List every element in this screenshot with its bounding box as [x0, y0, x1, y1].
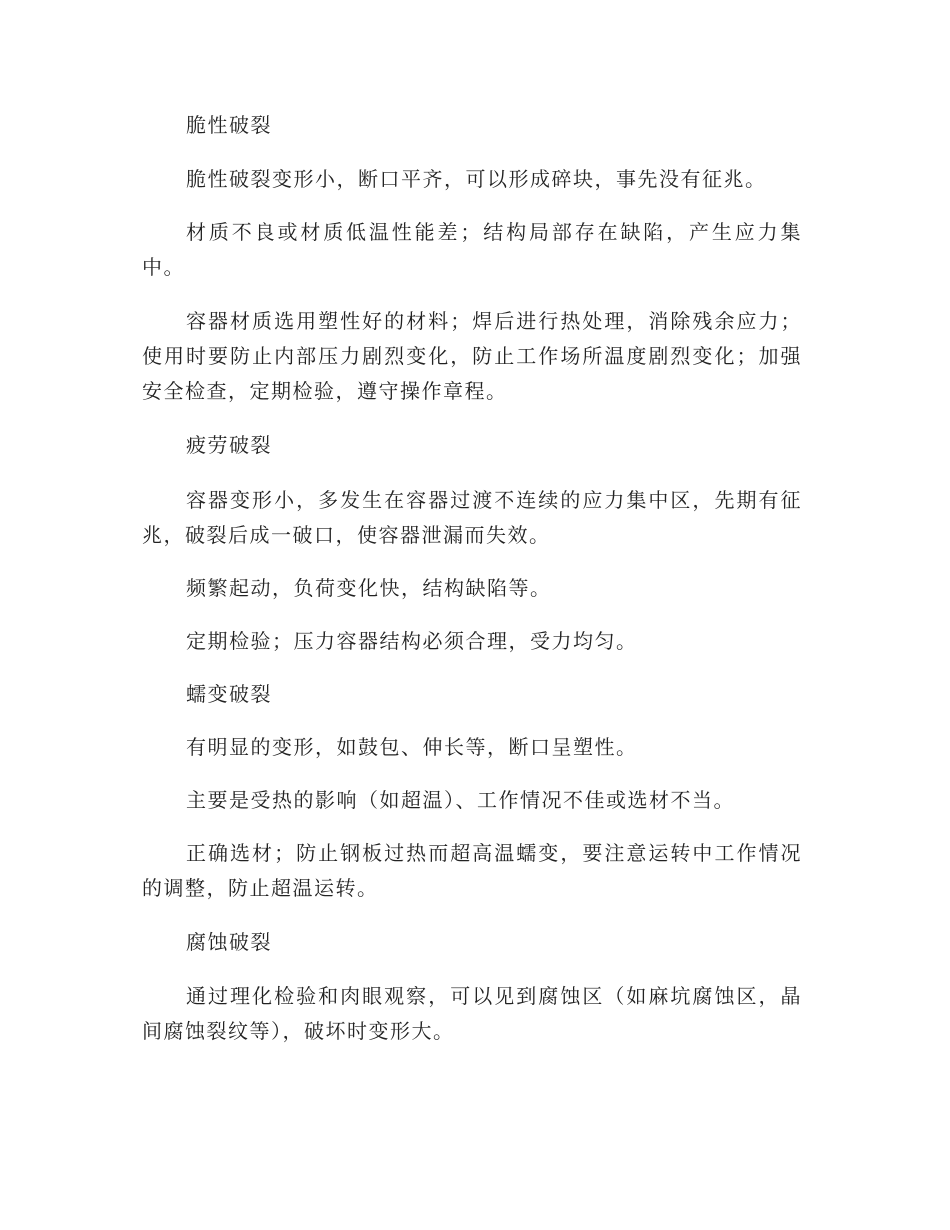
- paragraph-creep-prevention: 正确选材；防止钢板过热而超高温蠕变，要注意运转中工作情况的调整，防止超温运转。: [142, 841, 802, 900]
- heading-creep-fracture: 蠕变破裂: [186, 682, 272, 706]
- paragraph-brittle-prevention: 容器材质选用塑性好的材料；焊后进行热处理，消除残余应力；使用时要防止内部压力剧烈变化，防止工作场所温度剧烈变化；加强安全检查，定期检验，遵守操作章程。: [142, 309, 802, 403]
- paragraph-fatigue-characteristics: 容器变形小，多发生在容器过渡不连续的应力集中区，先期有征兆，破裂后成一破口，使容器泄漏而失效。: [142, 488, 802, 547]
- paragraph-creep-characteristics: 有明显的变形，如鼓包、伸长等，断口呈塑性。: [186, 735, 638, 759]
- paragraph-fatigue-prevention: 定期检验；压力容器结构必须合理，受力均匀。: [186, 629, 638, 653]
- heading-corrosion-fracture: 腐蚀破裂: [186, 930, 272, 954]
- heading-brittle-fracture: 脆性破裂: [186, 113, 272, 137]
- heading-fatigue-fracture: 疲劳破裂: [186, 433, 272, 457]
- paragraph-brittle-characteristics: 脆性破裂变形小，断口平齐，可以形成碎块，事先没有征兆。: [186, 167, 767, 191]
- paragraph-brittle-causes: 材质不良或材质低温性能差；结构局部存在缺陷，产生应力集中。: [142, 220, 802, 279]
- paragraph-fatigue-causes: 频繁起动，负荷变化快，结构缺陷等。: [186, 576, 552, 600]
- paragraph-creep-causes: 主要是受热的影响（如超温）、工作情况不佳或选材不当。: [186, 788, 735, 812]
- paragraph-corrosion-characteristics: 通过理化检验和肉眼观察，可以见到腐蚀区（如麻坑腐蚀区，晶间腐蚀裂纹等），破坏时变形大。: [142, 984, 802, 1043]
